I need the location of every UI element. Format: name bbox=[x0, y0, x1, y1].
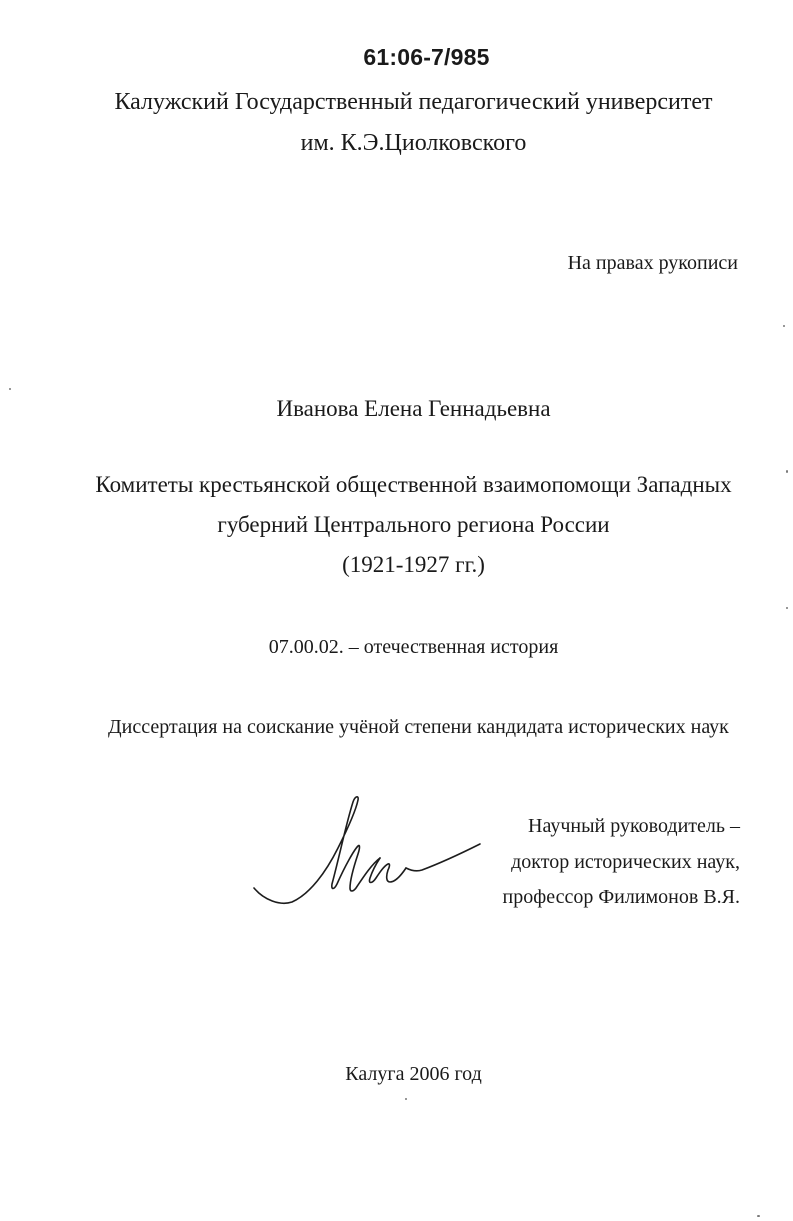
scan-speck bbox=[9, 388, 11, 390]
supervisor-role: Научный руководитель – bbox=[528, 815, 740, 837]
handwritten-signature bbox=[252, 792, 492, 914]
dissertation-title-line-1: Комитеты крестьянской общественной взаимопомощи Западных bbox=[95, 472, 732, 497]
author-name: Иванова Елена Геннадьевна bbox=[276, 396, 551, 421]
university-name: Калужский Государственный педагогический университет bbox=[114, 89, 713, 115]
university-named-after: им. К.Э.Циолковского bbox=[300, 130, 527, 156]
scan-speck bbox=[757, 1215, 760, 1217]
scan-speck bbox=[786, 607, 788, 609]
supervisor-degree: доктор исторических наук, bbox=[511, 851, 740, 873]
scan-speck bbox=[783, 325, 785, 327]
specialty-code: 07.00.02. – отечественная история bbox=[268, 636, 559, 658]
archive-stamp-number: 61:06-7/985 bbox=[363, 44, 490, 70]
place-and-year: Калуга 2006 год bbox=[345, 1063, 482, 1085]
dissertation-title-years: (1921-1927 гг.) bbox=[342, 552, 485, 577]
manuscript-rights-note: На правах рукописи bbox=[567, 252, 738, 274]
dissertation-title-line-2: губерний Центрального региона России bbox=[217, 512, 610, 537]
scan-speck bbox=[405, 1098, 407, 1100]
scan-speck bbox=[786, 470, 788, 473]
degree-statement: Диссертация на соискание учёной степени кандидата исторических наук bbox=[108, 716, 729, 738]
supervisor-name: профессор Филимонов В.Я. bbox=[502, 886, 740, 908]
